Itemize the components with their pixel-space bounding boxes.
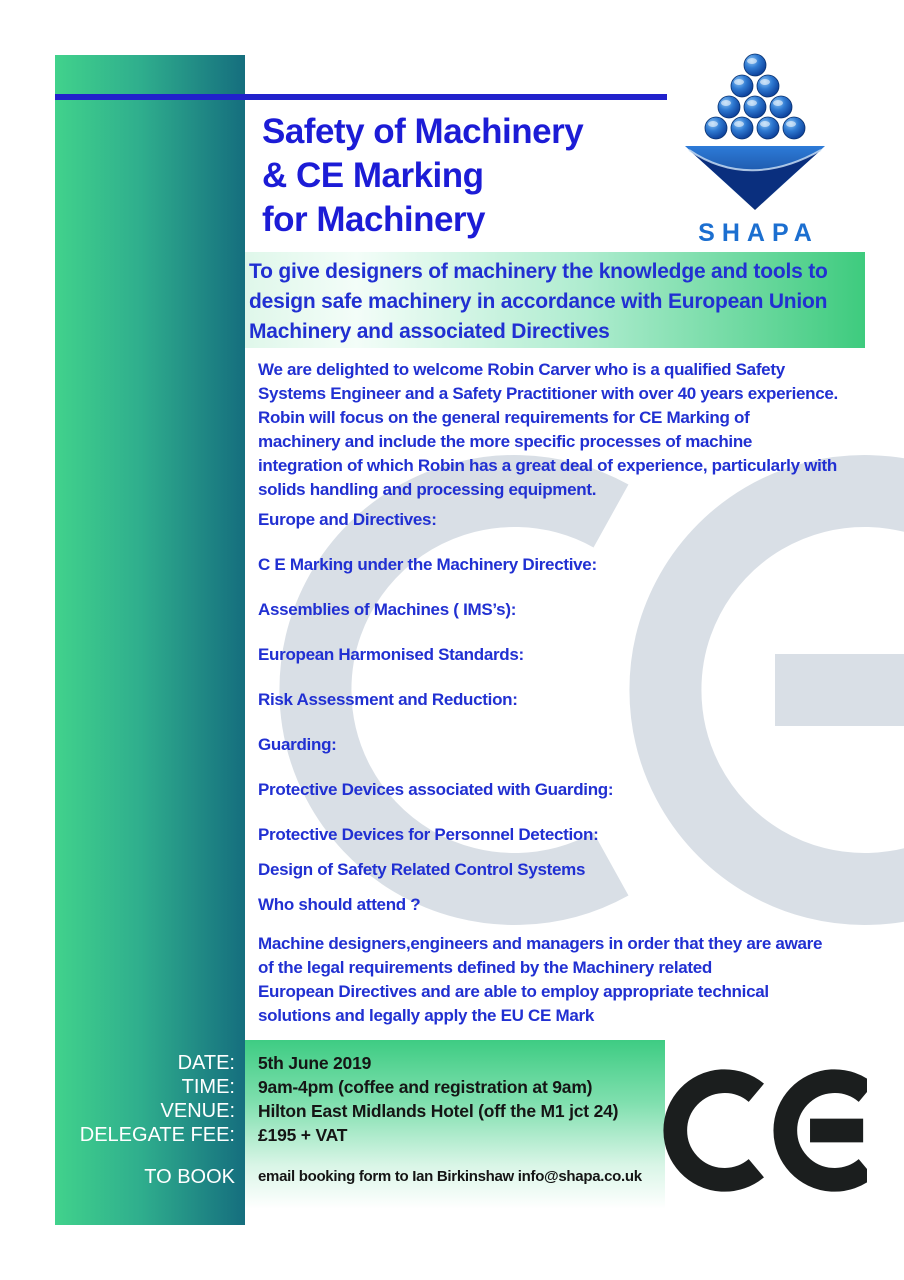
fee-label: DELEGATE FEE: — [79, 1124, 235, 1146]
intro-banner — [245, 252, 865, 348]
banner-line: design safe machinery in accordance with European Union — [249, 290, 828, 313]
venue-label: VENUE: — [160, 1100, 235, 1122]
intro-line: integration of which Robin has a great deal of experience, particularly with — [258, 456, 837, 475]
venue-value: Hilton East Midlands Hotel (off the M1 jct 24) — [258, 1101, 619, 1121]
intro-line: We are delighted to welcome Robin Carver who is a qualified Safety — [258, 360, 785, 379]
page-title — [262, 110, 583, 242]
page-title-line: & CE Marking — [262, 156, 484, 195]
audience-line: solutions and legally apply the EU CE Mark — [258, 1006, 594, 1025]
intro-line: Robin will focus on the general requirements for CE Marking of — [258, 408, 750, 427]
to-book-label: TO BOOK — [144, 1166, 235, 1188]
topic-item: Protective Devices associated with Guarding: — [258, 780, 614, 799]
topic-item: C E Marking under the Machinery Directive: — [258, 555, 597, 574]
date-label: DATE: — [177, 1052, 235, 1074]
intro-line: solids handling and processing equipment. — [258, 480, 597, 499]
topic-item: European Harmonised Standards: — [258, 645, 524, 664]
topic-item: Who should attend ? — [258, 895, 421, 914]
ce-mark-icon — [662, 1066, 867, 1195]
audience-paragraph — [258, 932, 822, 1028]
page-title-line: for Machinery — [262, 200, 485, 239]
topic-item: Assemblies of Machines ( IMS’s): — [258, 600, 517, 619]
time-label: TIME: — [181, 1076, 235, 1098]
topics-list — [258, 508, 613, 938]
booking-labels — [55, 1051, 235, 1189]
topic-item: Europe and Directives: — [258, 510, 437, 529]
banner-line: To give designers of machinery the knowledge and tools to — [249, 260, 828, 283]
header-blue-rule — [55, 94, 667, 100]
date-value: 5th June 2019 — [258, 1053, 372, 1073]
sidebar-gradient-strip — [55, 55, 245, 1225]
topic-item: Design of Safety Related Control Systems — [258, 860, 586, 879]
audience-line: European Directives and are able to employ appropriate technical — [258, 982, 769, 1001]
topic-item: Guarding: — [258, 735, 337, 754]
banner-line: Machinery and associated Directives — [249, 320, 610, 343]
time-value: 9am-4pm (coffee and registration at 9am) — [258, 1077, 593, 1097]
intro-line: machinery and include the more specific processes of machine — [258, 432, 753, 451]
booking-values — [258, 1051, 668, 1189]
topic-item: Protective Devices for Personnel Detection: — [258, 825, 599, 844]
page-title-line: Safety of Machinery — [262, 112, 584, 151]
shapa-logo-text: SHAPA — [698, 219, 819, 247]
audience-line: Machine designers,engineers and managers in order that they are aware — [258, 934, 823, 953]
shapa-logo-icon — [675, 52, 835, 212]
shapa-logo — [675, 52, 835, 248]
fee-value: £195 + VAT — [258, 1125, 348, 1145]
topic-item: Risk Assessment and Reduction: — [258, 690, 518, 709]
intro-line: Systems Engineer and a Safety Practitioner with over 40 years experience. — [258, 384, 838, 403]
audience-line: of the legal requirements defined by the Machinery related — [258, 958, 712, 977]
to-book-value: email booking form to Ian Birkinshaw info@shapa.co.uk — [258, 1168, 642, 1185]
intro-paragraph — [258, 358, 838, 502]
